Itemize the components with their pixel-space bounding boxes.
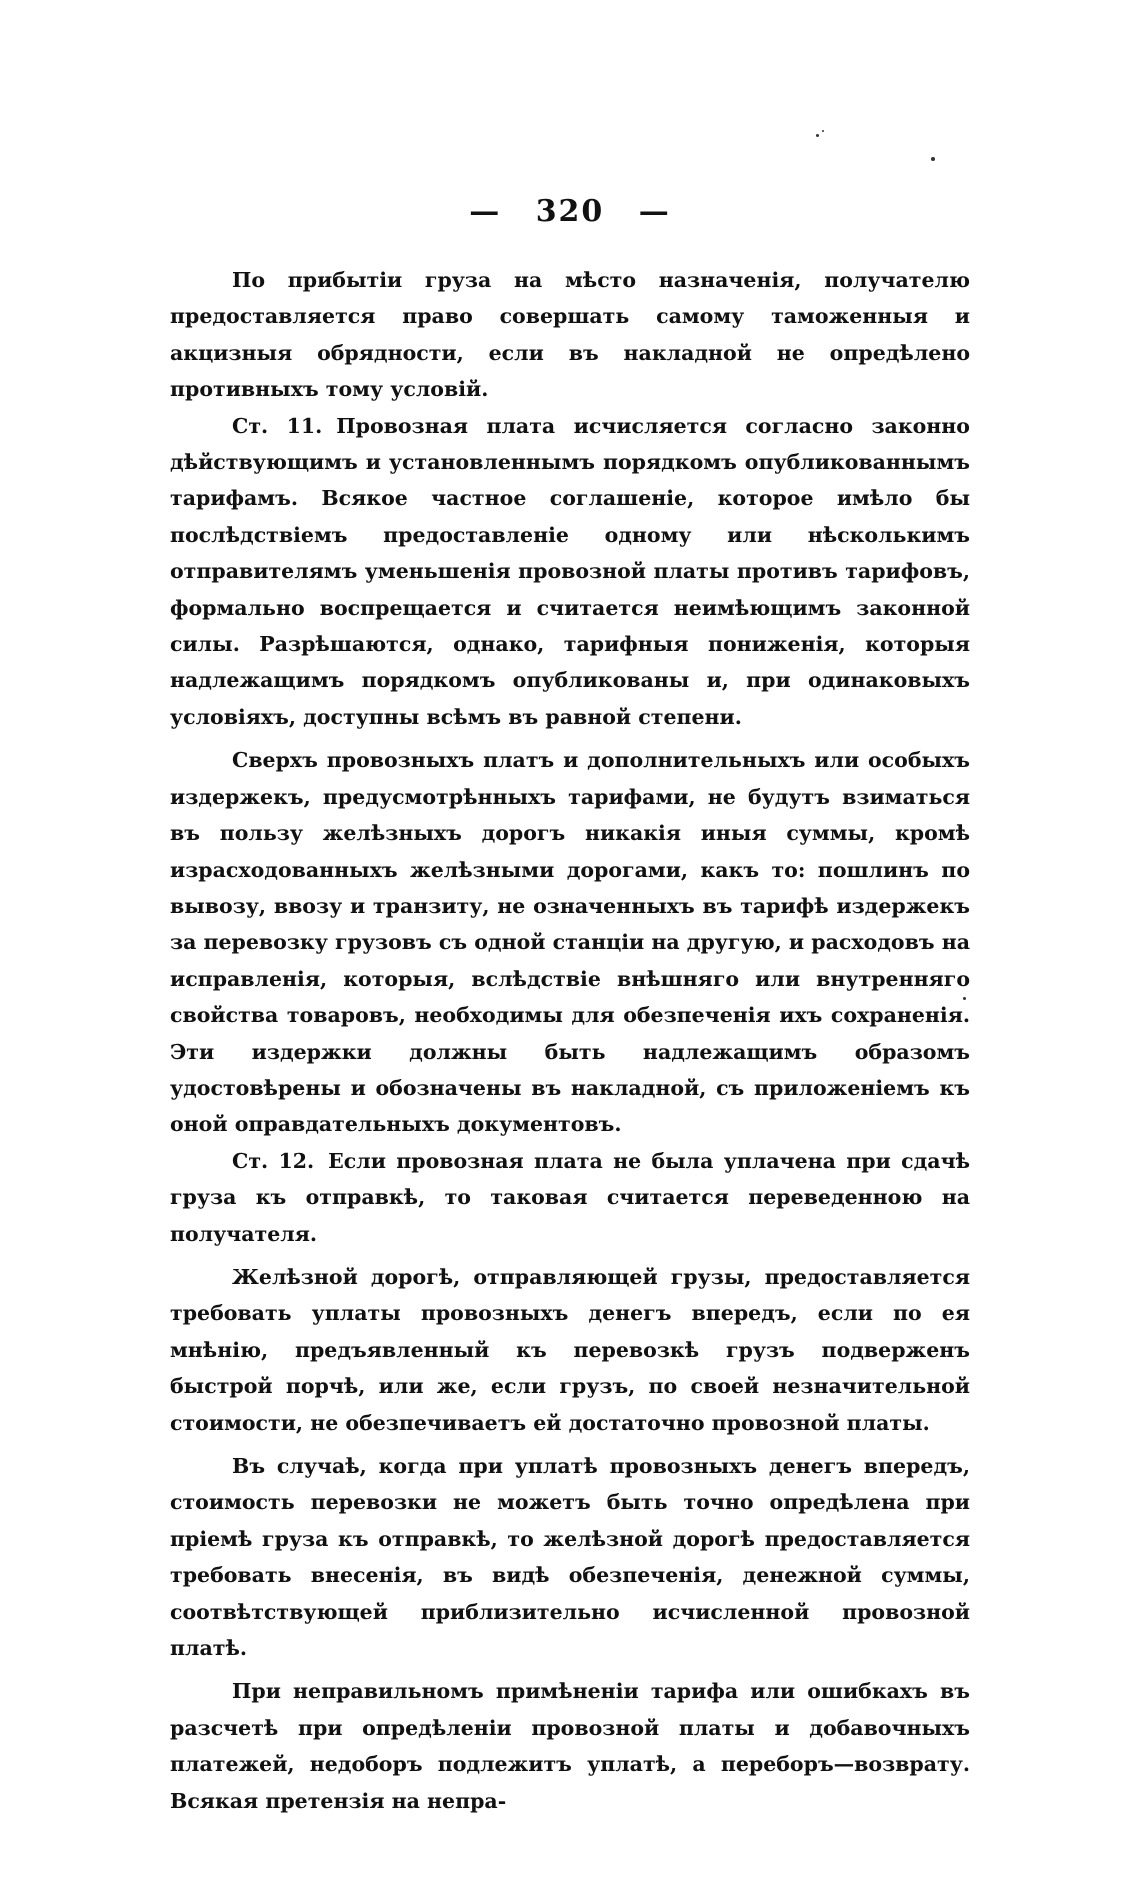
paragraph-text: При неправильномъ примѣненіи тарифа или ошибкахъ въ разсчетѣ при опредѣленіи провозной платы и добавочныхъ платежей, недоборъ подлежитъ уплатѣ, а переборъ—возврату. Всякая претензія на непра-	[170, 1679, 970, 1813]
paragraph-7	[170, 1673, 970, 1819]
paragraph-text: Если провозная плата не была уплачена при сдачѣ груза къ отправкѣ, то таковая считается переведенною на получателя.	[170, 1148, 970, 1246]
paragraph-text: Сверхъ провозныхъ платъ и дополнительныхъ или особыхъ издержекъ, предусмотрѣнныхъ тарифами, не будутъ взиматься въ пользу желѣзныхъ дорогъ никакія иныя суммы, кромѣ израсходованныхъ желѣзными дорогами, какъ то: пошлинъ по вывозу, ввозу и транзиту, не означенныхъ въ тарифѣ издержекъ за перевозку грузовъ съ одной станціи на другую, и расходовъ на исправленія, которыя, вслѣдствіе внѣшняго или внутренняго свойства товаровъ, необходимы для обезпеченія ихъ сохраненія. Эти издержки должны быть надлежащимъ образомъ удостовѣрены и обозначены въ накладной, съ приложеніемъ къ оной оправдательныхъ документовъ.	[170, 748, 970, 1137]
paragraph-article-12	[170, 1143, 970, 1252]
scan-speck	[816, 134, 819, 137]
article-label: Ст. 12.	[232, 1148, 315, 1173]
paragraph-1	[170, 262, 970, 408]
paragraph-text: Въ случаѣ, когда при уплатѣ провозныхъ денегъ впередъ, стоимость перевозки не можетъ быть точно опредѣлена при пріемѣ груза къ отправкѣ, то желѣзной дорогѣ предоставляется требовать внесенія, въ видѣ обезпеченія, денежной суммы, соотвѣтствующей приблизительно исчисленной провозной платѣ.	[170, 1454, 970, 1661]
scan-speck	[931, 157, 935, 161]
paragraph-3	[170, 742, 970, 1142]
page-number: 320	[535, 194, 605, 229]
page-number-header	[0, 194, 1140, 229]
paragraph-text: По прибытіи груза на мѣсто назначенія, получателю предоставляется право совершать самому таможенныя и акцизныя обрядности, если въ накладной не опредѣлено противныхъ тому условій.	[170, 268, 970, 402]
paragraph-text: Желѣзной дорогѣ, отправляющей грузы, предоставляется требовать уплаты провозныхъ денегъ впередъ, если по ея мнѣнію, предъявленный къ перевозкѣ грузъ подверженъ быстрой порчѣ, или же, если грузъ, по своей незначительной стоимости, не обезпечиваетъ ей достаточно провозной платы.	[170, 1264, 970, 1435]
header-dash-left: —	[469, 194, 502, 229]
paragraph-5	[170, 1259, 970, 1441]
paragraph-6	[170, 1448, 970, 1666]
paragraph-text: Провозная плата исчисляется согласно законно дѣйствующимъ и установленнымъ порядкомъ опубликованнымъ тарифамъ. Всякое частное соглашеніе, которое имѣло бы послѣдствіемъ предоставленіе одному или нѣсколькимъ отправителямъ уменьшенія провозной платы противъ тарифовъ, формально воспрещается и считается неимѣющимъ законной силы. Разрѣшаются, однако, тарифныя пониженія, которыя надлежащимъ порядкомъ опубликованы и, при одинаковыхъ условіяхъ, доступны всѣмъ въ равной степени.	[170, 413, 970, 729]
header-dash-right: —	[638, 194, 671, 229]
paragraph-article-11	[170, 408, 970, 736]
scan-speck	[822, 130, 824, 132]
body-text	[170, 262, 970, 1819]
article-label: Ст. 11.	[232, 413, 323, 438]
